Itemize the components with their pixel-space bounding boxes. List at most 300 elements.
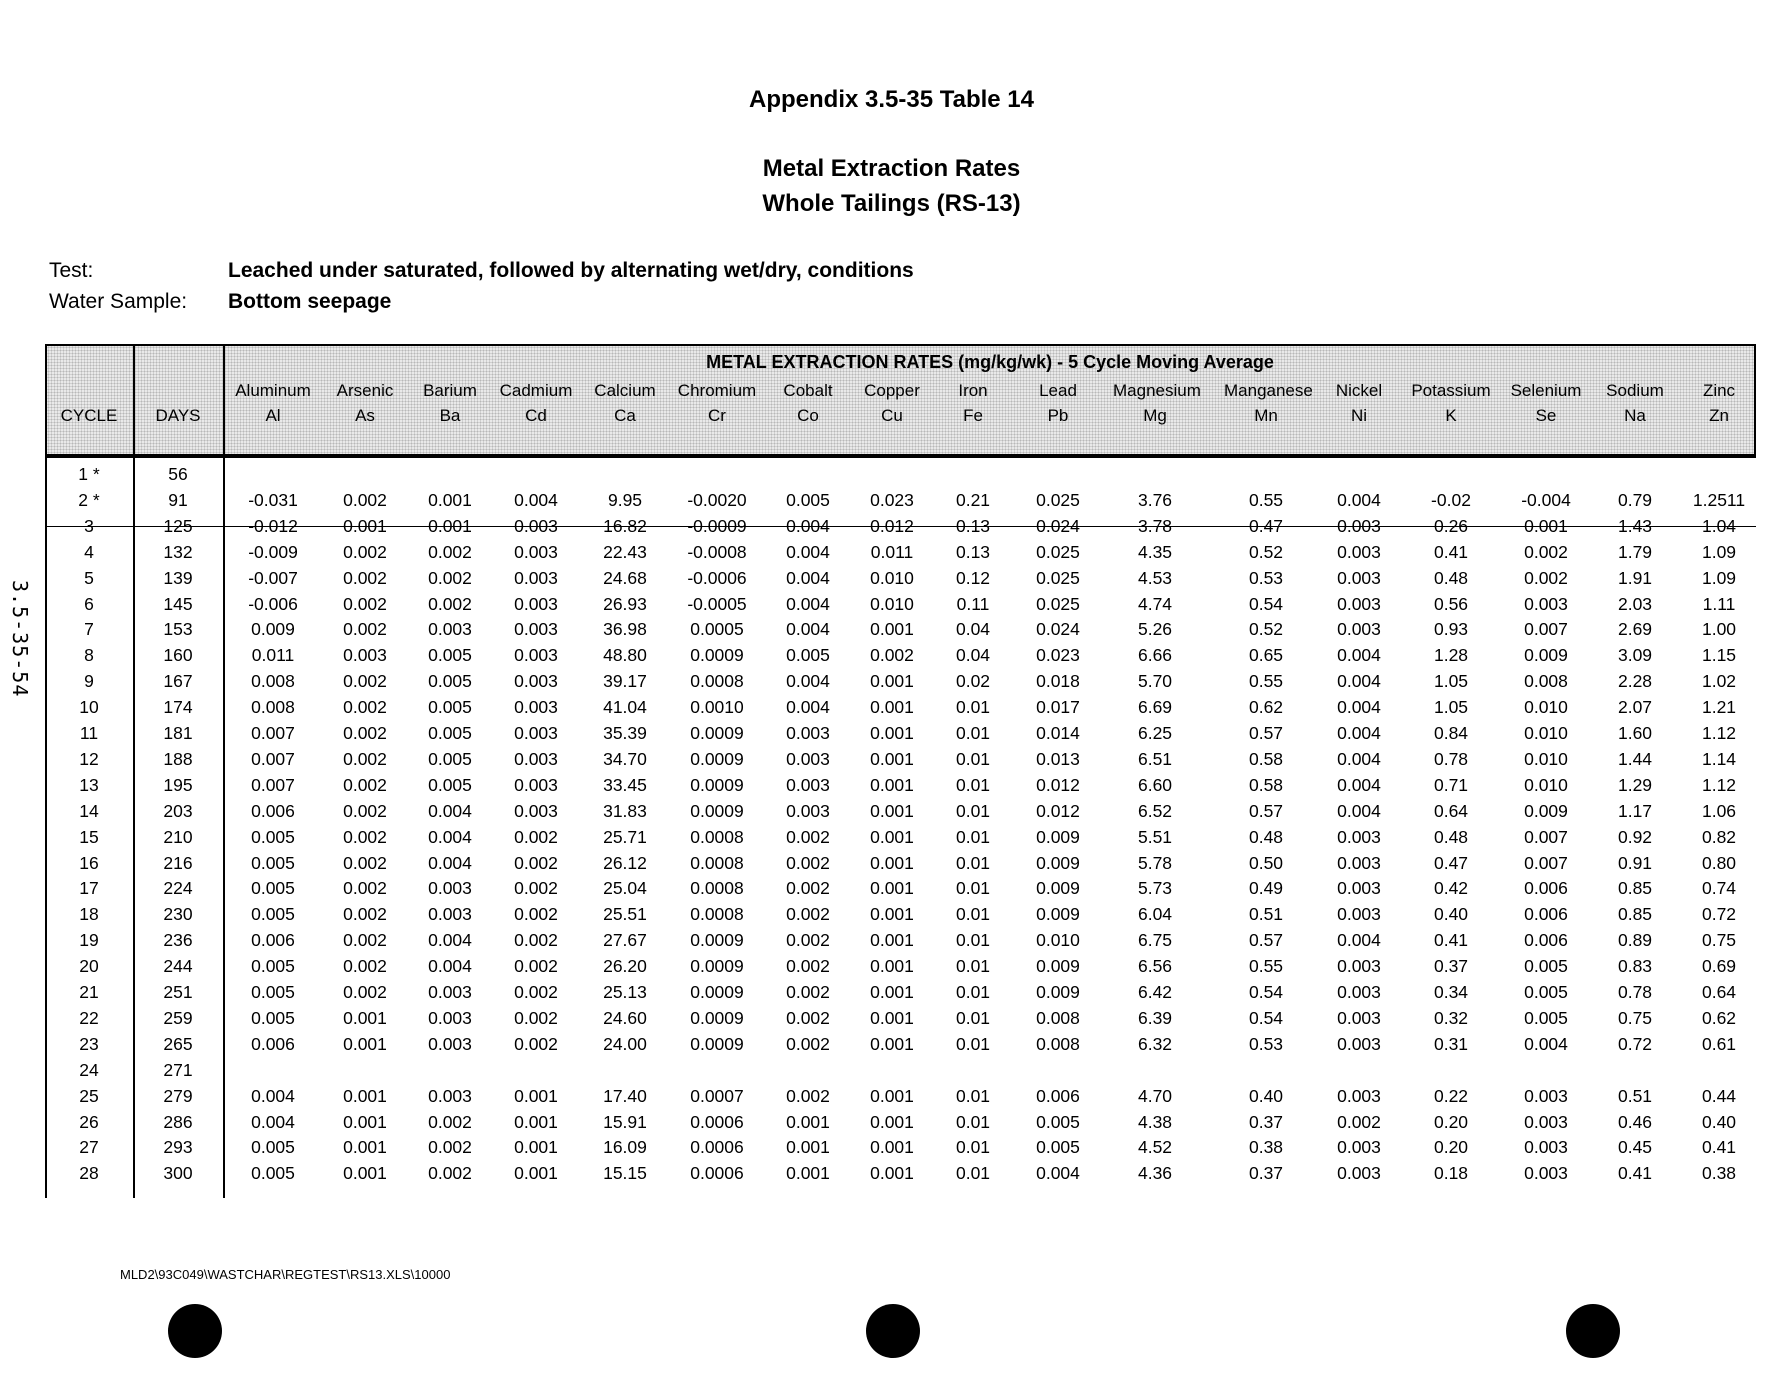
- value-cell: 36.98: [603, 619, 647, 640]
- appendix-title: Appendix 3.5-35 Table 14: [749, 86, 1034, 113]
- value-cell: 5.51: [1137, 826, 1173, 847]
- value-cell: -0.031: [248, 489, 298, 510]
- column-header-cadmium: Cadmium: [499, 381, 573, 400]
- value-cell: -0.007: [248, 567, 298, 588]
- value-cell: 0.44: [1701, 1085, 1737, 1106]
- value-cell: 0.002: [343, 489, 387, 510]
- value-cell: 0.001: [428, 515, 472, 536]
- value-cell: 39.17: [603, 671, 647, 692]
- value-cell: 0.85: [1617, 904, 1653, 925]
- value-cell: 0.54: [1248, 982, 1284, 1002]
- value-cell: 17.40: [603, 1085, 647, 1106]
- value-cell: 6.32: [1137, 1033, 1173, 1054]
- value-cell: 0.55: [1248, 671, 1284, 692]
- value-cell: 4.35: [1137, 541, 1173, 562]
- value-cell: 0.001: [870, 982, 914, 1002]
- value-cell: 0.007: [1524, 852, 1568, 873]
- value-cell: 0.010: [870, 567, 914, 588]
- value-cell: 0.62: [1248, 697, 1284, 718]
- value-cell: 26.12: [603, 852, 647, 873]
- value-cell: 0.72: [1617, 1033, 1653, 1054]
- value-cell: 0.58: [1248, 774, 1284, 795]
- value-cell: 0.0009: [690, 930, 744, 951]
- value-cell: 0.002: [786, 1085, 830, 1106]
- value-cell: 0.001: [343, 515, 387, 536]
- value-cell: 0.018: [1036, 671, 1080, 692]
- column-header-copper: Copper: [864, 381, 920, 400]
- value-cell: 0.57: [1248, 723, 1284, 743]
- value-cell: 1.05: [1433, 697, 1469, 718]
- value-cell: 4.74: [1137, 593, 1173, 614]
- value-cell: 0.37: [1248, 1111, 1284, 1132]
- days-cell: 265: [163, 1033, 193, 1054]
- value-cell: 0.32: [1433, 1007, 1469, 1028]
- value-cell: 0.005: [251, 826, 295, 847]
- value-cell: 6.56: [1137, 956, 1173, 977]
- value-cell: 1.11: [1702, 593, 1736, 614]
- value-cell: 0.001: [870, 1163, 914, 1184]
- value-cell: 0.003: [514, 800, 558, 821]
- days-cell: 279: [163, 1085, 193, 1106]
- value-cell: 0.001: [870, 697, 914, 718]
- value-cell: 0.38: [1701, 1163, 1737, 1184]
- value-cell: 0.004: [1337, 930, 1381, 951]
- value-cell: 0.007: [1524, 826, 1568, 847]
- cycle-cell: 5: [84, 567, 94, 588]
- value-cell: 2.28: [1617, 671, 1653, 692]
- value-cell: 0.01: [955, 774, 991, 795]
- value-cell: 0.003: [786, 748, 830, 769]
- value-cell: 0.57: [1248, 930, 1284, 951]
- value-cell: 1.00: [1701, 619, 1737, 640]
- value-cell: 0.20: [1433, 1137, 1469, 1158]
- value-cell: 0.002: [428, 567, 472, 588]
- value-cell: 0.18: [1433, 1163, 1469, 1184]
- days-cell: 145: [163, 593, 193, 614]
- cycle-cell: 18: [79, 904, 99, 925]
- value-cell: 0.78: [1617, 982, 1653, 1002]
- value-cell: 0.52: [1248, 619, 1284, 640]
- value-cell: 0.20: [1433, 1111, 1469, 1132]
- value-cell: 0.001: [870, 852, 914, 873]
- value-cell: 1.44: [1617, 748, 1653, 769]
- value-cell: 0.002: [343, 748, 387, 769]
- column-symbol-na: Na: [1624, 406, 1646, 425]
- value-cell: 6.42: [1137, 982, 1173, 1002]
- value-cell: 0.003: [514, 723, 558, 743]
- value-cell: 0.41: [1433, 930, 1469, 951]
- cycle-cell: 10: [79, 697, 99, 718]
- value-cell: 0.005: [251, 878, 295, 899]
- value-cell: 0.004: [514, 489, 558, 510]
- cycle-cell: 12: [79, 748, 99, 769]
- value-cell: 0.61: [1701, 1033, 1737, 1054]
- extraction-table: [45, 344, 1756, 1198]
- value-cell: -0.0005: [687, 593, 747, 614]
- value-cell: 0.008: [1036, 1033, 1080, 1054]
- value-cell: 0.002: [343, 878, 387, 899]
- test-label: Test:: [49, 259, 94, 282]
- value-cell: 0.010: [1036, 930, 1080, 951]
- days-cell: 195: [163, 774, 193, 795]
- value-cell: 0.62: [1701, 1007, 1737, 1028]
- value-cell: 0.023: [1036, 645, 1080, 666]
- value-cell: 33.45: [603, 774, 647, 795]
- value-cell: 3.09: [1617, 645, 1653, 666]
- value-cell: 0.003: [1337, 982, 1381, 1002]
- value-cell: 0.01: [955, 723, 991, 743]
- value-cell: 0.01: [955, 1007, 991, 1028]
- value-cell: 0.003: [1337, 1033, 1381, 1054]
- value-cell: 0.002: [786, 1007, 830, 1028]
- value-cell: 1.91: [1617, 567, 1653, 588]
- value-cell: 3.78: [1137, 515, 1173, 536]
- value-cell: 0.009: [251, 619, 295, 640]
- value-cell: -0.006: [248, 593, 298, 614]
- value-cell: 0.0009: [690, 982, 744, 1002]
- value-cell: 0.0006: [690, 1137, 744, 1158]
- punch-hole-icon: [866, 1304, 920, 1358]
- punch-hole-icon: [1566, 1304, 1620, 1358]
- value-cell: 4.52: [1137, 1137, 1173, 1158]
- value-cell: 0.003: [1337, 826, 1381, 847]
- value-cell: 0.001: [870, 1085, 914, 1106]
- value-cell: 0.51: [1617, 1085, 1653, 1106]
- value-cell: 0.003: [428, 619, 472, 640]
- column-symbol-cr: Cr: [708, 406, 726, 425]
- column-symbol-ca: Ca: [614, 406, 636, 425]
- value-cell: 0.004: [1337, 697, 1381, 718]
- value-cell: 0.005: [1036, 1137, 1080, 1158]
- value-cell: 0.001: [870, 671, 914, 692]
- value-cell: 0.0010: [690, 697, 744, 718]
- value-cell: 0.002: [514, 852, 558, 873]
- value-cell: 0.002: [786, 982, 830, 1002]
- value-cell: 0.006: [251, 800, 295, 821]
- cycle-cell: 8: [84, 645, 94, 666]
- column-symbol-cd: Cd: [525, 406, 547, 425]
- value-cell: 0.003: [514, 645, 558, 666]
- column-header-potassium: Potassium: [1411, 381, 1491, 400]
- value-cell: 0.0009: [690, 645, 744, 666]
- value-cell: 0.001: [870, 800, 914, 821]
- value-cell: 0.001: [343, 1163, 387, 1184]
- value-cell: 2.07: [1617, 697, 1653, 718]
- value-cell: 0.004: [1337, 671, 1381, 692]
- value-cell: 6.04: [1137, 904, 1173, 925]
- value-cell: -0.0006: [687, 567, 747, 588]
- value-cell: 0.004: [786, 697, 830, 718]
- value-cell: 1.05: [1433, 671, 1469, 692]
- days-cell: 236: [163, 930, 193, 951]
- value-cell: 0.003: [428, 904, 472, 925]
- value-cell: 0.014: [1036, 723, 1080, 743]
- column-header-calcium: Calcium: [594, 381, 656, 400]
- value-cell: 0.011: [251, 645, 295, 666]
- value-cell: 0.003: [1337, 593, 1381, 614]
- test-value: Leached under saturated, followed by alternating wet/dry, conditions: [228, 259, 914, 282]
- days-cell: 125: [163, 515, 193, 536]
- value-cell: 0.002: [428, 1111, 472, 1132]
- value-cell: 0.001: [870, 878, 914, 899]
- value-cell: 0.001: [514, 1163, 558, 1184]
- value-cell: 0.002: [786, 930, 830, 951]
- value-cell: 25.51: [603, 904, 647, 925]
- value-cell: 5.26: [1137, 619, 1173, 640]
- value-cell: 0.006: [1036, 1085, 1080, 1106]
- value-cell: 0.004: [1337, 645, 1381, 666]
- value-cell: 0.005: [428, 671, 472, 692]
- value-cell: 0.004: [428, 852, 472, 873]
- value-cell: 0.0005: [690, 619, 744, 640]
- value-cell: 1.60: [1617, 723, 1653, 743]
- value-cell: 0.004: [1337, 774, 1381, 795]
- value-cell: 6.39: [1137, 1007, 1173, 1028]
- column-header-sodium: Sodium: [1606, 381, 1664, 400]
- value-cell: 22.43: [603, 541, 647, 562]
- value-cell: 0.009: [1036, 878, 1080, 899]
- value-cell: 0.01: [955, 956, 991, 977]
- divider: [45, 456, 1756, 458]
- value-cell: 31.83: [603, 800, 647, 821]
- value-cell: 0.01: [955, 697, 991, 718]
- value-cell: 0.008: [251, 671, 295, 692]
- value-cell: 0.002: [428, 593, 472, 614]
- value-cell: 0.004: [1036, 1163, 1080, 1184]
- value-cell: 0.012: [1036, 800, 1080, 821]
- value-cell: 0.002: [786, 878, 830, 899]
- cycle-cell: 23: [79, 1033, 99, 1054]
- value-cell: 0.009: [1036, 852, 1080, 873]
- column-symbol-al: Al: [265, 406, 281, 425]
- value-cell: 0.001: [870, 723, 914, 743]
- cycle-cell: 6: [84, 593, 94, 614]
- value-cell: 0.002: [343, 723, 387, 743]
- value-cell: 0.12: [955, 567, 991, 588]
- column-symbol-ni: Ni: [1350, 406, 1368, 425]
- days-cell: 259: [163, 1007, 193, 1028]
- value-cell: 0.0006: [690, 1163, 744, 1184]
- value-cell: 0.0008: [690, 852, 744, 873]
- value-cell: 0.002: [786, 826, 830, 847]
- days-cell: 230: [163, 904, 193, 925]
- value-cell: 0.003: [343, 645, 387, 666]
- value-cell: 3.76: [1137, 489, 1173, 510]
- value-cell: -0.012: [248, 515, 298, 536]
- value-cell: 0.005: [428, 774, 472, 795]
- value-cell: 0.21: [955, 489, 991, 510]
- value-cell: 0.002: [514, 904, 558, 925]
- value-cell: 0.001: [870, 1111, 914, 1132]
- value-cell: 0.003: [1337, 904, 1381, 925]
- column-header-chromium: Chromium: [677, 381, 757, 400]
- value-cell: 0.025: [1036, 489, 1080, 510]
- water-sample-value: Bottom seepage: [228, 290, 392, 313]
- value-cell: 0.006: [251, 930, 295, 951]
- value-cell: 0.005: [428, 748, 472, 769]
- value-cell: 0.001: [343, 1085, 387, 1106]
- value-cell: 1.09: [1701, 541, 1737, 562]
- value-cell: 4.70: [1137, 1085, 1173, 1106]
- value-cell: 0.009: [1036, 826, 1080, 847]
- column-symbol-pb: Pb: [1047, 406, 1069, 425]
- column-header-iron: Iron: [958, 381, 988, 400]
- value-cell: 0.004: [786, 567, 830, 588]
- value-cell: 0.001: [870, 930, 914, 951]
- value-cell: 0.003: [1337, 1085, 1381, 1106]
- cycle-cell: 15: [79, 826, 99, 847]
- value-cell: 0.002: [343, 671, 387, 692]
- cycle-cell: 17: [79, 878, 99, 899]
- page-number-side: 3.5-35-54: [8, 580, 32, 698]
- value-cell: 1.02: [1701, 671, 1737, 692]
- value-cell: 0.54: [1248, 593, 1284, 614]
- cycle-cell: 26: [79, 1111, 99, 1132]
- cycle-cell: 28: [79, 1163, 99, 1184]
- value-cell: 0.0009: [690, 723, 744, 743]
- value-cell: 0.0009: [690, 800, 744, 821]
- value-cell: 0.001: [870, 1033, 914, 1054]
- value-cell: 5.78: [1137, 852, 1173, 873]
- value-cell: 0.001: [343, 1111, 387, 1132]
- value-cell: 0.0008: [690, 878, 744, 899]
- days-cell: 271: [163, 1059, 193, 1080]
- value-cell: 0.41: [1701, 1137, 1737, 1158]
- column-symbol-k: K: [1445, 406, 1457, 425]
- value-cell: 0.001: [786, 1111, 830, 1132]
- value-cell: 0.31: [1433, 1033, 1469, 1054]
- value-cell: 0.005: [251, 1163, 295, 1184]
- value-cell: 0.004: [786, 671, 830, 692]
- column-symbol-mg: Mg: [1143, 406, 1167, 425]
- value-cell: 0.34: [1433, 982, 1469, 1002]
- value-cell: 0.02: [955, 671, 991, 692]
- value-cell: 0.004: [786, 593, 830, 614]
- value-cell: 0.64: [1701, 982, 1737, 1002]
- file-path: MLD2\93C049\WASTCHAR\REGTEST\RS13.XLS\10000: [120, 1267, 451, 1282]
- value-cell: 0.002: [343, 800, 387, 821]
- value-cell: 0.85: [1617, 878, 1653, 899]
- value-cell: 0.53: [1248, 1033, 1284, 1054]
- value-cell: 0.025: [1036, 567, 1080, 588]
- value-cell: 0.024: [1036, 619, 1080, 640]
- value-cell: 0.001: [870, 748, 914, 769]
- value-cell: 0.005: [428, 697, 472, 718]
- value-cell: -0.0008: [687, 541, 747, 562]
- value-cell: -0.009: [248, 541, 298, 562]
- value-cell: 0.002: [343, 852, 387, 873]
- cycle-cell: 7: [84, 619, 94, 640]
- cycle-cell: 1 *: [78, 464, 100, 484]
- value-cell: 0.001: [870, 619, 914, 640]
- value-cell: 0.001: [514, 1111, 558, 1132]
- days-cell: 139: [163, 567, 193, 588]
- cycle-cell: 14: [79, 800, 99, 821]
- value-cell: 0.001: [786, 1137, 830, 1158]
- value-cell: 0.013: [1036, 748, 1080, 769]
- column-header-aluminum: Aluminum: [235, 381, 311, 400]
- group-header: METAL EXTRACTION RATES (mg/kg/wk) - 5 Cycle Moving Average: [706, 352, 1274, 372]
- cycle-cell: 2 *: [78, 489, 100, 510]
- value-cell: 0.41: [1617, 1163, 1653, 1184]
- cycle-cell: 4: [84, 541, 94, 562]
- value-cell: 0.002: [514, 930, 558, 951]
- value-cell: 0.002: [786, 956, 830, 977]
- value-cell: 0.024: [1036, 515, 1080, 536]
- value-cell: 0.01: [955, 1137, 991, 1158]
- value-cell: 0.75: [1617, 1007, 1653, 1028]
- value-cell: 0.005: [251, 852, 295, 873]
- days-cell: 293: [163, 1137, 193, 1158]
- value-cell: 1.17: [1617, 800, 1653, 821]
- value-cell: 0.003: [514, 774, 558, 795]
- value-cell: 0.008: [1524, 671, 1568, 692]
- value-cell: 0.48: [1433, 826, 1469, 847]
- value-cell: 0.003: [428, 982, 472, 1002]
- value-cell: 0.0007: [690, 1085, 744, 1106]
- value-cell: 0.04: [955, 619, 991, 640]
- value-cell: 0.009: [1036, 904, 1080, 925]
- value-cell: 0.41: [1433, 541, 1469, 562]
- days-cell: 174: [163, 697, 193, 718]
- column-header-magnesium: Magnesium: [1113, 381, 1201, 400]
- value-cell: 0.004: [1524, 1033, 1568, 1054]
- value-cell: 6.66: [1137, 645, 1173, 666]
- value-cell: 0.007: [251, 748, 295, 769]
- value-cell: 0.48: [1433, 567, 1469, 588]
- value-cell: 0.010: [1524, 697, 1568, 718]
- value-cell: 0.005: [786, 489, 830, 510]
- value-cell: 0.003: [1337, 1007, 1381, 1028]
- value-cell: 1.04: [1701, 515, 1737, 536]
- value-cell: 0.79: [1617, 489, 1653, 510]
- value-cell: 0.023: [870, 489, 914, 510]
- value-cell: 0.003: [514, 748, 558, 769]
- value-cell: 1.12: [1701, 774, 1737, 795]
- value-cell: 0.006: [1524, 930, 1568, 951]
- value-cell: 0.008: [251, 697, 295, 718]
- days-cell: 132: [163, 541, 193, 562]
- value-cell: 0.005: [1036, 1111, 1080, 1132]
- value-cell: 0.002: [514, 826, 558, 847]
- value-cell: 0.01: [955, 1111, 991, 1132]
- cycle-cell: 27: [79, 1137, 99, 1158]
- value-cell: 4.38: [1137, 1111, 1173, 1132]
- value-cell: 0.57: [1248, 800, 1284, 821]
- value-cell: 0.003: [1337, 541, 1381, 562]
- value-cell: 16.09: [603, 1137, 647, 1158]
- value-cell: 25.71: [603, 826, 647, 847]
- value-cell: 0.017: [1036, 697, 1080, 718]
- value-cell: 0.003: [1337, 1137, 1381, 1158]
- value-cell: 6.25: [1137, 723, 1173, 743]
- value-cell: 0.69: [1701, 956, 1737, 977]
- value-cell: 0.003: [1337, 515, 1381, 536]
- cycle-cell: 24: [79, 1059, 99, 1080]
- value-cell: 0.0009: [690, 1007, 744, 1028]
- value-cell: 0.002: [343, 567, 387, 588]
- value-cell: 0.003: [1337, 619, 1381, 640]
- value-cell: 0.002: [786, 1033, 830, 1054]
- value-cell: 0.005: [251, 956, 295, 977]
- value-cell: 0.01: [955, 748, 991, 769]
- value-cell: 0.55: [1248, 956, 1284, 977]
- value-cell: 0.65: [1248, 645, 1284, 666]
- value-cell: 0.40: [1433, 904, 1469, 925]
- value-cell: 0.001: [514, 1137, 558, 1158]
- days-cell: 224: [163, 878, 193, 899]
- days-cell: 181: [163, 723, 193, 743]
